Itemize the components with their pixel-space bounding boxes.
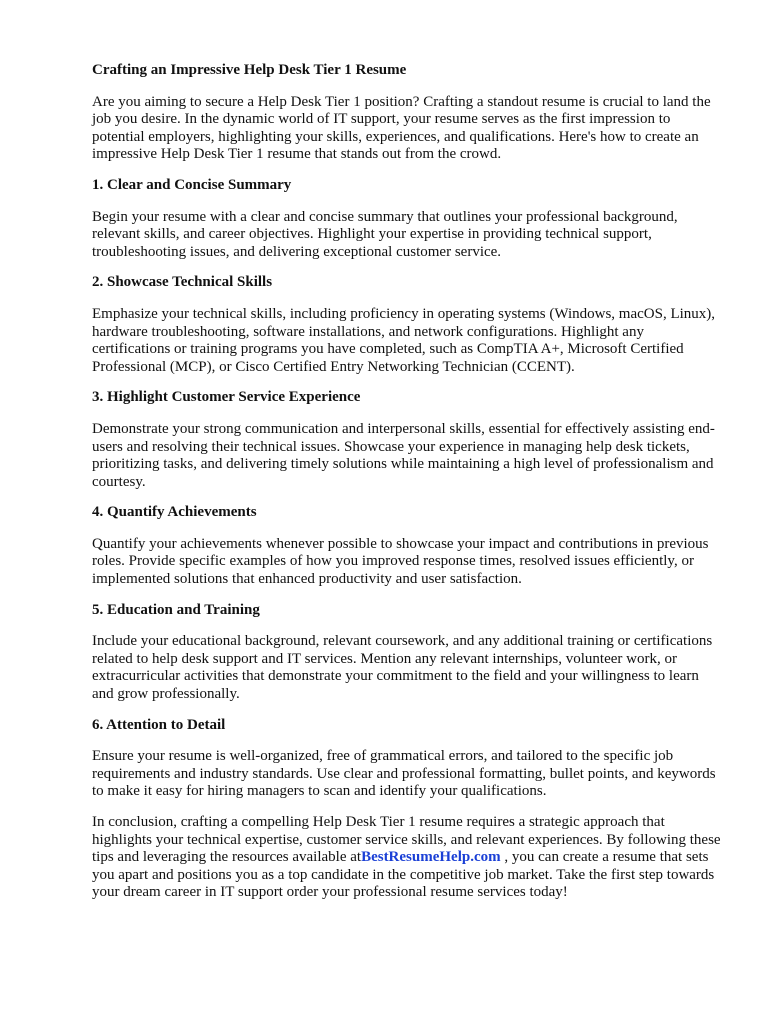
section-heading-customer-service: 3. Highlight Customer Service Experience <box>92 389 361 406</box>
document-page <box>92 62 722 915</box>
section-body-customer-service: Demonstrate your strong communication and interpersonal skills, essential for effectively assisting end-users and resolving their technical issues. Showcase your experience in managing help desk tickets, prioritizing tasks, and delivering timely solutions while maintaining a high level of professionalism and courtesy. <box>92 420 715 490</box>
section-heading-achievements: 4. Quantify Achievements <box>92 504 257 521</box>
intro-paragraph: Are you aiming to secure a Help Desk Tier 1 position? Crafting a standout resume is crucial to land the job you desire. In the dynamic world of IT support, your resume serves as the first impression to potential employers, highlighting your skills, experiences, and qualifications. Here's how to create an impressive Help Desk Tier 1 resume that stands out from the crowd. <box>92 93 711 163</box>
document-title: Crafting an Impressive Help Desk Tier 1 Resume <box>92 62 407 78</box>
conclusion-paragraph <box>92 814 722 902</box>
section-body-education: Include your educational background, relevant coursework, and any additional training or certifications related to help desk support and IT services. Mention any relevant internships, volunteer work, or extracurricular activities that demonstrate your commitment to the field and your willingness to learn and grow professionally. <box>92 633 713 703</box>
conclusion-text-after-link: , you can create a resume that sets you apart and positions you as a top candidate in the competitive job market. Take the first step towards your dream career in IT support order your professional resume services today! <box>92 849 715 901</box>
conclusion-text-before-link: In conclusion, crafting a compelling Help Desk Tier 1 resume requires a strategic approach that highlights your technical expertise, customer service skills, and relevant experiences. By following these tips and leveraging the resources available at <box>92 814 721 866</box>
section-body-achievements: Quantify your achievements whenever possible to showcase your impact and contributions in previous roles. Provide specific examples of how you improved response times, resolved issues efficiently, or implemented solutions that enhanced productivity and user satisfaction. <box>92 535 709 588</box>
section-heading-technical-skills: 2. Showcase Technical Skills <box>92 274 273 291</box>
section-heading-education: 5. Education and Training <box>92 601 260 618</box>
section-body-technical-skills: Emphasize your technical skills, including proficiency in operating systems (Windows, macOS, Linux), hardware troubleshooting, software installations, and network configurations. Highlight any certifications or training programs you have completed, such as CompTIA A+, Microsoft Certified Professional (MCP), or Cisco Certified Entry Networking Technician (CCENT). <box>92 305 716 375</box>
section-body-attention-to-detail: Ensure your resume is well-organized, free of grammatical errors, and tailored to the specific job requirements and industry standards. Use clear and professional formatting, bullet points, and keywords to make it easy for hiring managers to scan and identify your qualifications. <box>92 748 716 800</box>
section-body-summary: Begin your resume with a clear and concise summary that outlines your professional background, relevant skills, and career objectives. Highlight your expertise in providing technical support, troubleshooting issues, and delivering exceptional customer service. <box>92 208 678 260</box>
section-heading-summary: 1. Clear and Concise Summary <box>92 176 292 193</box>
section-heading-attention-to-detail: 6. Attention to Detail <box>92 716 226 733</box>
bestresumehelp-link[interactable]: BestResumeHelp.com <box>361 849 501 866</box>
